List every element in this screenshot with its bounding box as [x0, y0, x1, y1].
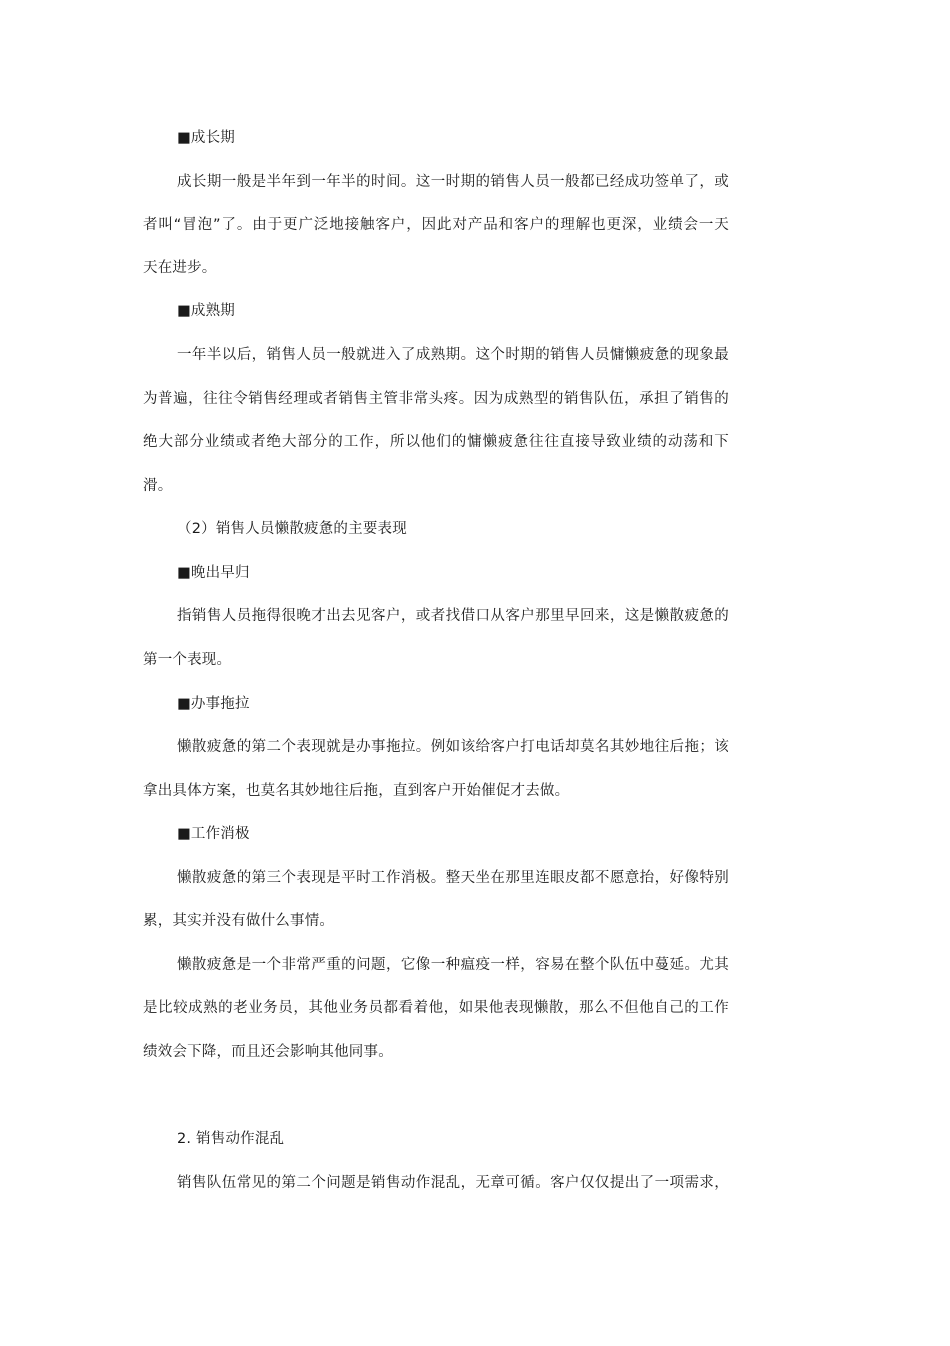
heading-mature-stage: ■成熟期 — [177, 303, 235, 319]
paragraph-line: 天在进步。 — [143, 260, 217, 276]
paragraph-line: 成长期一般是半年到一年半的时间。这一时期的销售人员一般都已经成功签单了，或 — [177, 174, 729, 190]
paragraph-line: 绝大部分业绩或者绝大部分的工作，所以他们的慵懒疲惫往往直接导致业绩的动荡和下 — [143, 434, 729, 450]
paragraph-line: 累，其实并没有做什么事情。 — [143, 913, 335, 929]
paragraph-line: 一年半以后，销售人员一般就进入了成熟期。这个时期的销售人员慵懒疲惫的现象最 — [177, 347, 729, 363]
paragraph-line: 者叫“冒泡”了。由于更广泛地接触客户，因此对产品和客户的理解也更深，业绩会一天 — [143, 217, 729, 233]
paragraph-line: 是比较成熟的老业务员，其他业务员都看着他，如果他表现懒散，那么不但他自己的工作 — [143, 1000, 729, 1016]
heading-growth-stage: ■成长期 — [177, 130, 235, 146]
paragraph-line: 懒散疲惫的第二个表现就是办事拖拉。例如该给客户打电话却莫名其妙地往后拖；该 — [177, 739, 729, 755]
heading-passive-work: ■工作消极 — [177, 826, 250, 842]
paragraph-line: 懒散疲惫是一个非常严重的问题，它像一种瘟疫一样，容易在整个队伍中蔓延。尤其 — [177, 957, 729, 973]
heading-procrastination: ■办事拖拉 — [177, 696, 250, 712]
paragraph-line: 为普遍，往往令销售经理或者销售主管非常头疼。因为成熟型的销售队伍，承担了销售的 — [143, 391, 729, 407]
paragraph-line: 销售队伍常见的第二个问题是销售动作混乱，无章可循。客户仅仅提出了一项需求， — [177, 1175, 729, 1191]
paragraph-line: 懒散疲惫的第三个表现是平时工作消极。整天坐在那里连眼皮都不愿意抬，好像特别 — [177, 870, 729, 886]
section-heading-sales-chaos: 2. 销售动作混乱 — [177, 1131, 285, 1147]
paragraph-line: 第一个表现。 — [143, 652, 232, 668]
section-heading-symptoms: （2）销售人员懒散疲惫的主要表现 — [177, 521, 407, 537]
paragraph-line: 绩效会下降，而且还会影响其他同事。 — [143, 1044, 393, 1060]
paragraph-line: 滑。 — [143, 478, 173, 494]
heading-late-out-early-back: ■晚出早归 — [177, 565, 250, 581]
paragraph-line: 指销售人员拖得很晚才出去见客户，或者找借口从客户那里早回来，这是懒散疲惫的 — [177, 608, 729, 624]
paragraph-line: 拿出具体方案，也莫名其妙地往后拖，直到客户开始催促才去做。 — [143, 783, 570, 799]
